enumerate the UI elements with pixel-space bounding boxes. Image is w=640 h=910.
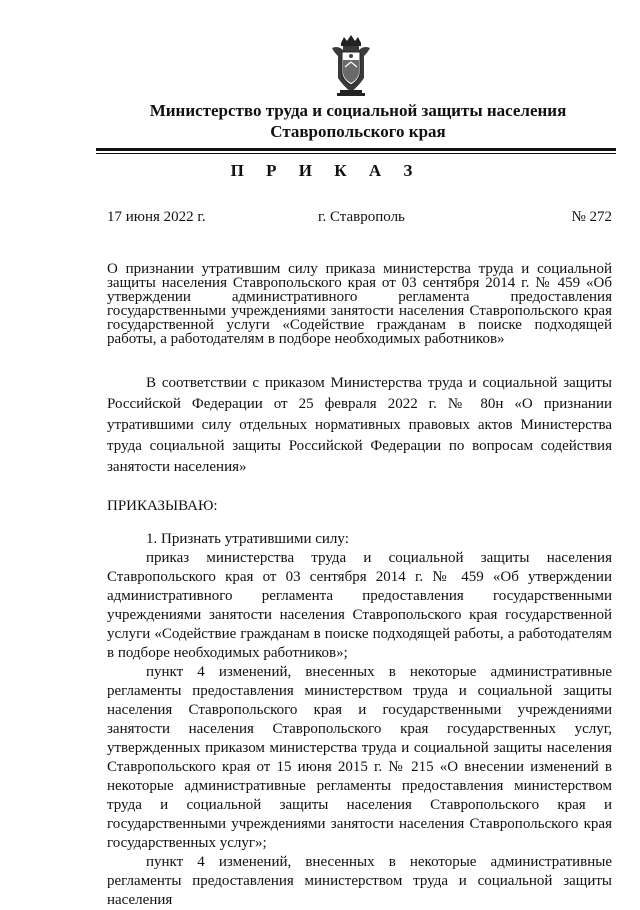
coat-of-arms-emblem: [326, 34, 376, 98]
order-item: 1. Признать утратившими силу:: [146, 531, 349, 547]
ministry-name-line1: Министерство труда и социальной защиты населения: [149, 101, 567, 120]
order-operative-word: ПРИКАЗЫВАЮ:: [107, 498, 218, 514]
legal-basis-paragraph: В соответствии с приказом Министерства труда и социальной защиты Российской Федерации от 25 февраля 2022 г. № 80н «О признании утратившими силу отдельных нормативных правовых актов Министерства труда социальной защиты Российской Федерации по вопросам содействия занятости населения»: [107, 375, 612, 475]
ministry-name-line2: Ставропольского края: [270, 122, 446, 141]
order-number: № 272: [571, 209, 612, 225]
order-date: 17 июня 2022 г.: [107, 209, 206, 225]
order-item: приказ министерства труда и социальной защиты населения Ставропольского края от 03 сентября 2014 г. № 459 «Об утверждении административного регламента предоставления государственными учреждениями занятости населения Ставропольского края государственной услуги «Содействие гражданам в поиске подходящей работы, а работодателям в подборе необходимых работников»;: [107, 550, 612, 661]
header-divider-thin: [96, 153, 616, 154]
document-type-heading: П Р И К А З: [230, 161, 422, 180]
order-city: г. Ставрополь: [318, 209, 405, 225]
header-divider-thick: [96, 148, 616, 151]
order-items-section: [107, 530, 612, 910]
order-item: пункт 4 изменений, внесенных в некоторые административные регламенты предоставления министерством труда и социальной защиты населения Ставропольского края и государственными учреждениями занятости населения Ставропольского края государственных услуг, утвержденных приказом министерства труда и социальной защиты населения Ставропольского края от 15 июня 2015 г. № 215 «О внесении изменений в некоторые административные регламенты предоставления министерством труда и социальной защиты населения Ставропольского края и государственными учреждениями занятости населения Ставропольского края государственных услуг»;: [107, 664, 612, 851]
order-item: пункт 4 изменений, внесенных в некоторые административные регламенты предоставления министерством труда и социальной защиты населения: [107, 854, 612, 908]
order-title: О признании утратившим силу приказа министерства труда и социальной защиты населения Ставропольского края от 03 сентября 2014 г. № 459 «Об утверждении административного регламента предоставления государственными учреждениями занятости населения Ставропольского края государственной услуги «Содействие гражданам в поиске подходящей работы, а работодателям в подборе необходимых работников»: [107, 261, 612, 347]
legal-basis-section: [107, 373, 612, 478]
